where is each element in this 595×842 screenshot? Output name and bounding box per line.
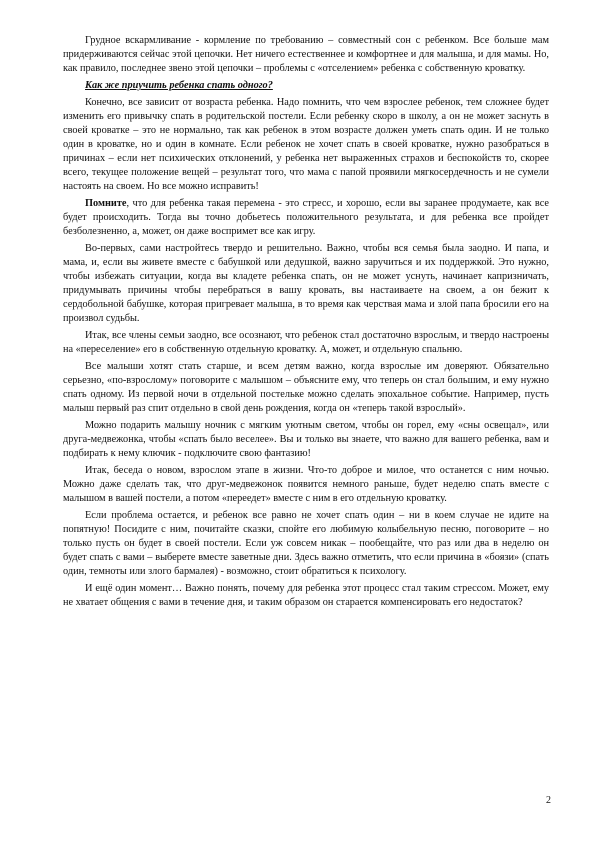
page-number: 2 bbox=[546, 795, 551, 806]
remember-text: , что для ребенка такая перемена - это стресс, и хорошо, если вы заранее продумаете, как все будет происходить. Тогда вы точно добьетесь положительного результата, и для ребенка все пройдет безболезненно, а, может, он даже воспримет все как игру. bbox=[63, 198, 549, 237]
nightlight-paragraph: Можно подарить малышу ночник с мягким уютным светом, чтобы он горел, ему «сны освещал», или друга-медвежонка, чтобы «спать было веселее». Вы и только вы знаете, что важно для вашего ребенка, вам и подбирать к нему ключик - подключите свою фантазию! bbox=[63, 420, 549, 459]
teddy-paragraph: Итак, беседа о новом, взрослом этапе в жизни. Что-то доброе и милое, что останется с ним ночью. Можно даже сделать так, что друг-медвежонок появится немного раньше, будет неделю спать вместе с малышом в вашей постели, а потом «переедет» вместе с ним в его отдельную кроватку. bbox=[63, 465, 549, 504]
family-paragraph: Итак, все члены семьи заодно, все осознают, что ребенок стал достаточно взрослым, и твердо настроены на «переселение» его в собственную отдельную кроватку. А, может, и отдельную спальню. bbox=[63, 330, 549, 355]
first-step-paragraph: Во-первых, сами настройтесь твердо и решительно. Важно, чтобы вся семья была заодно. И папа, и мама, и, если вы живете вместе с бабушкой или дедушкой, важно заручиться и их поддержкой. Это нужно, чтобы избежать ситуации, когда вы кладете ребенка спать, он не может уснуть, начинает капризничать, придумывать причины чтобы перебраться в вашу кровать, вы настаиваете на своем, а он бежит к сердобольной бабушке, которая пригревает малыша, в то время как черствая мама и злой папа бросили его на произвол судьбы. bbox=[63, 243, 549, 324]
remember-paragraph bbox=[63, 197, 549, 239]
final-paragraph: И ещё один момент… Важно понять, почему для ребенка этот процесс стал таким стрессом. Может, ему не хватает общения с вами в течение дня, и таким образом он старается компенсировать его недостаток? bbox=[63, 583, 549, 608]
problem-paragraph: Если проблема остается, и ребенок все равно не хочет спать один – ни в коем случае не идите на попятную! Посидите с ним, почитайте сказки, спойте его любимую колыбельную песню, поговорите – но только пусть он будет в своей постели. Если уж совсем никак – пообещайте, что раз или два в неделю он будет спать с вами – выберете вместе заветные дни. Здесь важно отметить, что если причина в «боязи» (спать один, темноты или злого бармалея) - возможно, стоит обратиться к психологу. bbox=[63, 510, 549, 577]
document-body bbox=[63, 34, 549, 613]
intro-paragraph: Грудное вскармливание - кормление по требованию – совместный сон с ребенком. Все больше мам придерживаются сейчас этой цепочки. Нет ничего естественнее и комфортнее и для малыша, и для мамы. Но, как правило, последнее звено этой цепочки – проблемы с «отселением» ребенка с собственную кроватку. bbox=[63, 35, 549, 74]
remember-bold-word: Помните bbox=[85, 198, 127, 209]
grow-up-paragraph: Все малыши хотят стать старше, и всем детям важно, когда взрослые им доверяют. Обязательно серьезно, «по-взрослому» поговорите с малышом – объясните ему, что теперь он стал большим, и ему нужно спать одному. Из первой ночи в отдельной постельке можно сделать эпохальное событие. Например, пусть малыш первый раз спит отдельно в свой день рождения, когда он «теперь такой взрослый». bbox=[63, 361, 549, 414]
section-heading: Как же приучить ребенка спать одного? bbox=[85, 80, 273, 91]
age-paragraph: Конечно, все зависит от возраста ребенка. Надо помнить, что чем взрослее ребенок, тем сложнее будет изменить его привычку спать в родительской постели. Если ребенку скоро в школу, а он не может заснуть в своей кроватке – это не нормально, так как ребенок в этом возрасте должен уметь спать один. И не только один в кроватке, но и один в комнате. Если ребенок не хочет спать в своей кроватке, нужно разобраться в причинах – если нет психических отклонений, у ребенка нет выраженных страхов и беспокойств то, скорее всего, текущее положение вещей – результат того, что мама с папой проявили мягкосердечность и не сумели настоять на своем. Но все можно исправить! bbox=[63, 97, 549, 192]
